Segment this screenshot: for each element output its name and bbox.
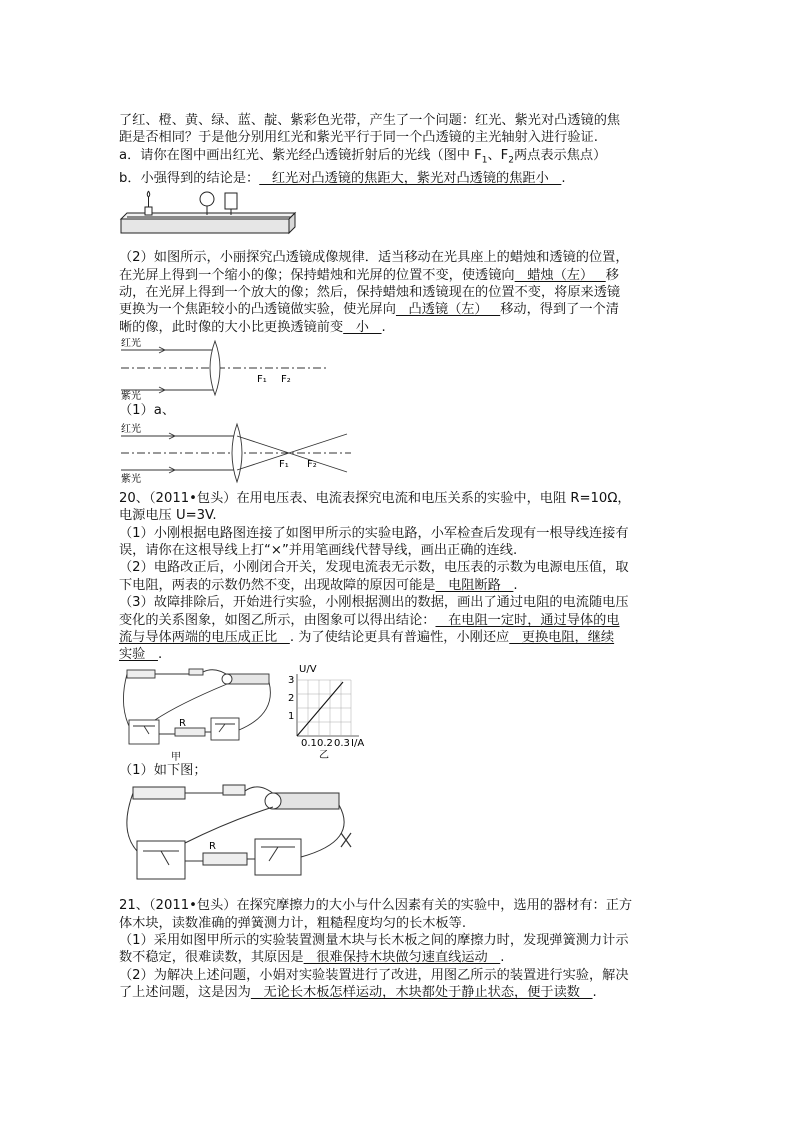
x-tick-03: 0.3 xyxy=(334,737,350,749)
answer-generalize-part1: 更换电阻，继续 xyxy=(509,629,615,645)
p2-line2 xyxy=(119,267,679,284)
answer-improvement-reason: 无论长木板怎样运动，木块都处于静止状态，便于读数 xyxy=(250,985,593,1001)
red-label: 红光 xyxy=(121,338,141,350)
sub-1: 1 xyxy=(481,155,488,166)
p2-l4a: 更换为一个焦距较小的凸透镜做实验，使光屏向 xyxy=(119,302,396,318)
q20-figures xyxy=(119,664,679,762)
f1-label: F₁ xyxy=(257,374,267,386)
q20-l8a: 变化的关系图象，如图乙所示，由图象可以得出结论： xyxy=(119,612,436,628)
p1-l4end: . xyxy=(561,170,566,186)
p1-l4a: b．小强得到的结论是： xyxy=(119,170,260,186)
q20-line7: （3）故障排除后，开始进行实验，小刚根据测出的数据，画出了通过电阻的电流随电压 xyxy=(119,595,629,611)
q21-line5: （2）为解决上述问题，小娟对实验装置进行了改进，用图乙所示的装置进行实验，解决 xyxy=(119,967,629,983)
p2-l4b: 移动，得到了一个清 xyxy=(500,302,619,318)
red-label-2: 红光 xyxy=(121,423,141,435)
answer-lens-direction: 蜡烛（左） xyxy=(514,267,606,283)
answer-generalize-part2: 实验 xyxy=(119,647,158,663)
figure-yi-label: 乙 xyxy=(319,749,329,761)
document-page xyxy=(119,112,679,1002)
p1-l3c: 两点表示焦点） xyxy=(513,147,607,163)
cross-mark xyxy=(341,833,351,847)
p2-line1: （2）如图所示，小丽探究凸透镜成像规律．适当移动在光具座上的蜡烛和透镜的位置， xyxy=(119,250,629,266)
y-tick-3: 3 xyxy=(288,674,295,686)
q21-line2: 体木块，读数准确的弹簧测力计，粗糙程度均匀的长木板等. xyxy=(119,915,467,931)
q21-l6a: 了上述问题，这是因为 xyxy=(119,985,251,1001)
answer-fault: 电阻断路 xyxy=(435,577,514,593)
p2-l2a: 在光屏上得到一个缩小的像；保持蜡烛和光屏的位置不变，使透镜向 xyxy=(119,267,515,283)
resistor-label-2: R xyxy=(209,841,216,853)
q21-l4a: 数不稳定，很难读数，其原因是 xyxy=(119,950,304,966)
answer-focal-conclusion: 红光对凸透镜的焦距大，紫光对凸透镜的焦距小 xyxy=(259,170,562,186)
q20-line3: （1）小刚根据电路图连接了如图甲所示的实验电路，小军检查后发现有一根导线连接有 xyxy=(119,525,629,541)
p1-line3 xyxy=(119,147,679,170)
p1-line2: 距是否相同？于是他分别用红光和紫光平行于同一个凸透镜的主光轴射入进行验证. xyxy=(119,130,598,146)
q21-line1: 21、（2011•包头）在探究摩擦力的大小与什么因素有关的实验中，选用的器材有：正方 xyxy=(119,898,633,914)
q21-line6 xyxy=(119,984,679,1001)
q20-line1: 20、（2011•包头）在用电压表、电流表探究电流和电压关系的实验中，电阻 R=10Ω， xyxy=(119,490,631,506)
answer-conclusion-part2: 流与导体两端的电压成正比 xyxy=(119,629,290,645)
u-axis-label: U/V xyxy=(299,663,317,675)
f1-label-2: F₁ xyxy=(279,458,289,470)
p1-line1: 了红、橙、黄、绿、蓝、靛、紫彩色光带，产生了一个问题：红光、紫光对凸透镜的焦 xyxy=(119,113,621,128)
p1-l3a: a．请你在图中画出红光、紫光经凸透镜折射后的光线（图中 F xyxy=(119,147,482,163)
p1-line4 xyxy=(119,170,679,187)
answer-screen-direction: 凸透镜（左） xyxy=(395,302,501,318)
ui-line xyxy=(297,682,343,736)
q21-l6end: . xyxy=(592,985,597,1001)
answer-conclusion-part1: 在电阻一定时，通过导体的电 xyxy=(435,612,620,628)
x-tick-01: 0.1 xyxy=(301,737,317,749)
violet-label: 紫光 xyxy=(121,391,141,401)
violet-label-2: 紫光 xyxy=(121,473,141,484)
q20-l10end: . xyxy=(157,647,163,663)
q20-l9b: . 为了使结论更具有普遍性，小刚还应 xyxy=(289,629,510,645)
figure-jia-label: 甲 xyxy=(171,751,181,762)
q20-l6a: 下电阻，两表的示数仍然不变，出现故障的原因可能是 xyxy=(119,577,436,593)
p1-l3b: 、F xyxy=(487,147,509,163)
q21-line4 xyxy=(119,949,679,966)
q20-l6end: . xyxy=(513,577,518,593)
q20-line9 xyxy=(119,629,679,646)
q21-line3: （1）采用如图甲所示的实验装置测量木块与长木板之间的摩擦力时，发现弹簧测力计示 xyxy=(119,932,629,948)
q20-line8 xyxy=(119,612,679,629)
p2-line3: 动，在光屏上得到一个放大的像；然后，保持蜡烛和透镜现在的位置不变，将原来透镜 xyxy=(119,285,621,301)
lens-figure-question xyxy=(119,338,334,400)
lens-figure-answer xyxy=(119,422,354,484)
i-axis-label: I/A xyxy=(351,737,365,749)
answer-unstable-reason: 很难保持木块做匀速直线运动 xyxy=(303,950,501,966)
q20-line5: （2）电路改正后，小刚闭合开关，发现电流表无示数，电压表的示数为电源电压值，取 xyxy=(119,560,629,576)
convex-lens xyxy=(210,341,220,395)
answer20-label: （1）如下图； xyxy=(119,762,207,778)
circuit-figure-answer xyxy=(119,781,364,891)
q20-line6 xyxy=(119,577,679,594)
circuit-figure-jia xyxy=(119,664,279,762)
q20-line10 xyxy=(119,646,679,663)
optical-bench-figure xyxy=(119,189,304,247)
sub-2: 2 xyxy=(508,155,514,166)
ui-graph-yi xyxy=(285,664,365,762)
f2-label-2: F₂ xyxy=(307,458,317,470)
q20-line4: 误，请你在这根导线上打“×”并用笔画线代替导线，画出正确的连线. xyxy=(119,542,518,558)
q20-line2: 电源电压 U=3V. xyxy=(119,508,217,524)
p2-line4 xyxy=(119,301,679,318)
p2-l5end: . xyxy=(381,319,386,335)
q21-l4end: . xyxy=(500,950,505,966)
p2-l2b: 移 xyxy=(605,267,619,283)
answer1-label: （1）a、 xyxy=(119,403,176,419)
f2-label: F₂ xyxy=(281,374,291,386)
y-tick-1: 1 xyxy=(288,710,295,722)
y-tick-2: 2 xyxy=(288,692,295,704)
x-tick-02: 0.2 xyxy=(317,737,333,749)
resistor-label: R xyxy=(179,717,186,729)
answer-image-size: 小 xyxy=(343,319,382,335)
p2-line5 xyxy=(119,319,679,336)
p2-l5a: 晰的像，此时像的大小比更换透镜前变 xyxy=(119,319,344,335)
